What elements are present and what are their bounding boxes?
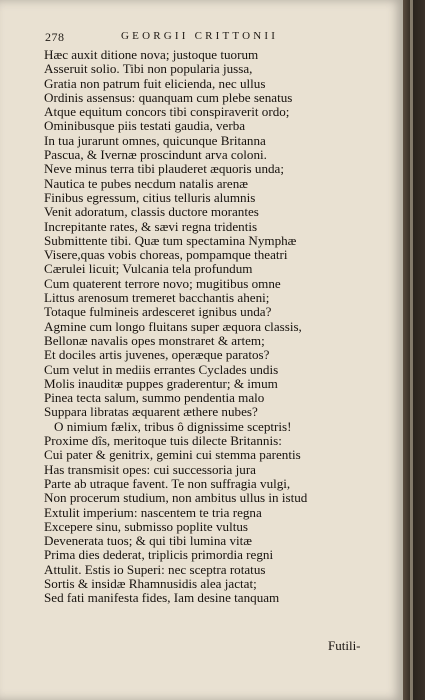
- verse-line: Pascua, & Ivernæ proscindunt arva coloni.: [44, 147, 267, 163]
- verse-line: Prima dies dederat, triplicis primordia regni: [44, 547, 274, 563]
- verse-line: Proxime dîs, meritoque tuis dilecte Britannis:: [44, 433, 282, 449]
- verse-line: Suppara libratas æquarent æthere nubes?: [44, 404, 258, 420]
- verse-line: Atque equitum concors tibi conspiraverit ordo;: [44, 104, 290, 120]
- running-head: GEORGII CRITTONII: [121, 30, 279, 42]
- verse-line: Parte ab utraque favent. Te non suffragia vulgi,: [44, 475, 291, 491]
- verse-line: Nautica te pubes necdum natalis arenæ: [44, 175, 248, 191]
- verse-line: Ordinis assensus: quanquam cum plebe senatus: [44, 89, 293, 105]
- verse-line: Molis inauditæ puppes graderentur; & imum: [44, 375, 278, 391]
- verse-line: Asseruit solio. Tibi non popularia jussa,: [44, 61, 253, 77]
- verse-line: Littus arenosum tremeret bacchantis aheni;: [44, 290, 270, 306]
- verse-text: [44, 48, 378, 606]
- verse-line: Extulit imperium: nascentem te tria regna: [44, 504, 262, 520]
- verse-line: Excepere sinu, submisso poplite vultus: [44, 518, 249, 534]
- verse-line: Cærulei licuit; Vulcania tela profundum: [44, 261, 253, 277]
- verse-line: Has transmisit opes: cui successoria jura: [44, 461, 256, 477]
- verse-line: Gratia non patrum fuit elicienda, nec ullus: [44, 75, 266, 91]
- verse-line: Agmine cum longo fluitans super æquora classis,: [44, 318, 302, 334]
- verse-line: Cum velut in mediis errantes Cyclades undis: [44, 361, 279, 377]
- verse-line: Pinea tecta salum, summo pendentia malo: [44, 390, 265, 406]
- verse-line: Visere,quas vobis choreas, pompamque theatri: [44, 247, 288, 263]
- verse-line: Venit adoratum, classis ductore morantes: [44, 204, 259, 220]
- verse-line: Non procerum studium, non ambitus ullus in istud: [44, 490, 308, 506]
- verse-line: Hæc auxit ditione nova; justoque tuorum: [44, 47, 259, 62]
- verse-line: Et dociles artis juvenes, operæque paratos?: [44, 347, 270, 363]
- verse-line: Sortis & insidæ Rhamnusidis alea jactat;: [44, 575, 257, 591]
- verse-line: Submittente tibi. Quæ tum spectamina Nymphæ: [44, 232, 297, 248]
- catchword: Futili-: [328, 638, 361, 653]
- verse-line: Neve minus terra tibi plauderet æquoris unda;: [44, 161, 284, 177]
- verse-line: Attulit. Estis io Superi: nec sceptra rotatus: [44, 561, 266, 577]
- page-number: 278: [45, 30, 65, 44]
- verse-line: Increpitante rates, & sævi regna tridentis: [44, 218, 258, 234]
- verse-line: Finibus egressum, citius telluris alumnis: [44, 189, 256, 205]
- page-header: [45, 30, 375, 48]
- verse-line: Devenerata tuos; & qui tibi lumina vitæ: [44, 533, 253, 549]
- verse-line: Sed fati manifesta fides, Iam desine tanquam: [44, 590, 280, 606]
- verse-line: In tua jurarunt omnes, quicunque Britanna: [44, 132, 266, 148]
- book-spine: [403, 0, 425, 700]
- verse-line: Cum quaterent terrore novo; mugitibus omne: [44, 275, 281, 291]
- verse-line: Ominibusque piis testati gaudia, verba: [44, 118, 246, 134]
- verse-line: Bellonæ navalis opes monstraret & artem;: [44, 332, 265, 348]
- page-edge: [410, 0, 413, 700]
- verse-line: O nimium fælix, tribus ô dignissime sceptris!: [54, 418, 292, 434]
- verse-line: Cui pater & genitrix, gemini cui stemma parentis: [44, 447, 301, 463]
- verse-line: Totaque fulmineis ardesceret ignibus unda?: [44, 304, 272, 320]
